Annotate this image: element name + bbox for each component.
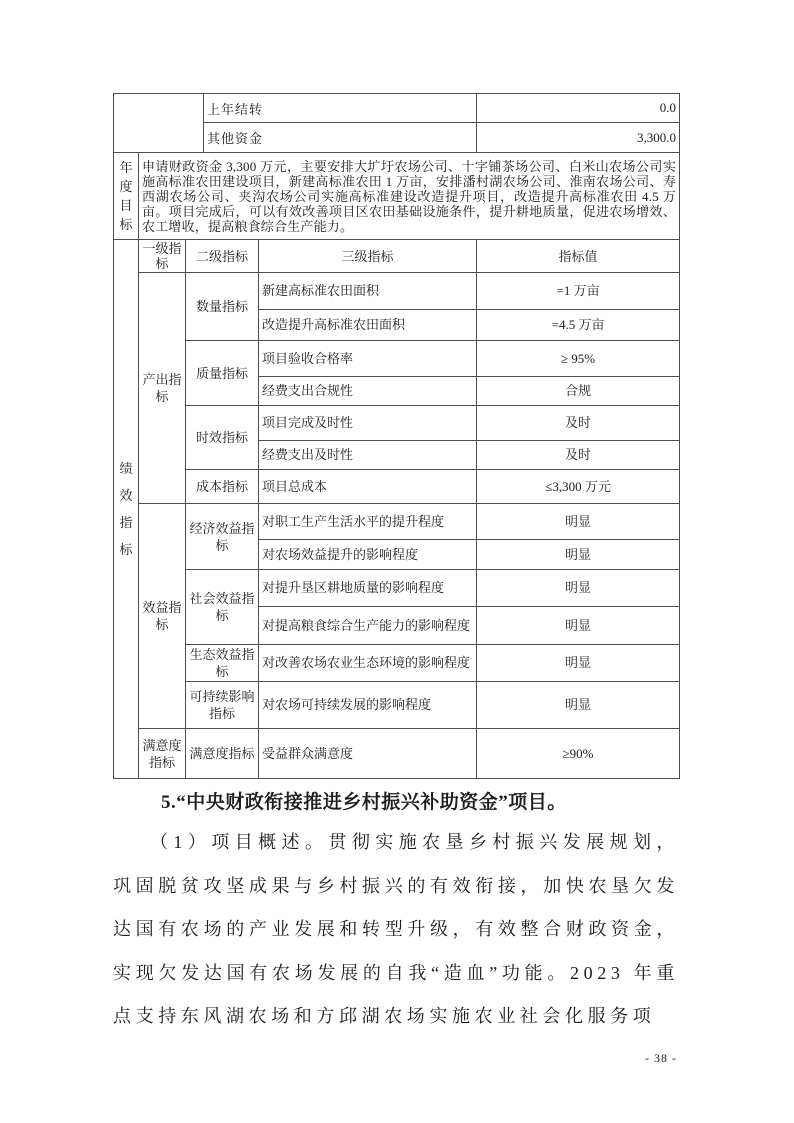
- indicator-value: 明显: [477, 540, 680, 570]
- table-row: [114, 645, 680, 682]
- level2-timeliness: 时效指标: [186, 406, 259, 470]
- table-row: [114, 153, 680, 240]
- indicator-value: ≤3,300 万元: [477, 470, 680, 504]
- level2-cost: 成本指标: [186, 470, 259, 504]
- indicator-value: 明显: [477, 682, 680, 729]
- indicator-name: 改造提升高标准农田面积: [259, 310, 477, 341]
- carryover-label: 上年结转: [204, 94, 477, 123]
- indicator-value: =4.5 万亩: [477, 310, 680, 341]
- section-heading: 5.“中央财政衔接推进乡村振兴补助资金”项目。: [161, 792, 567, 813]
- table-row: [114, 570, 680, 607]
- indicator-value: 及时: [477, 441, 680, 470]
- level2-ecological: 生态效益指标: [186, 645, 259, 682]
- table-row: [114, 240, 680, 273]
- table-row: [114, 682, 680, 729]
- indicator-name: 经费支出合规性: [259, 377, 477, 406]
- table-row: [114, 341, 680, 377]
- header-level2: 二级指标: [186, 240, 259, 273]
- indicator-value: 合规: [477, 377, 680, 406]
- other-funds-label: 其他资金: [204, 123, 477, 153]
- indicator-value: 明显: [477, 645, 680, 682]
- indicator-value: 及时: [477, 406, 680, 441]
- header-value: 指标值: [477, 240, 680, 273]
- level2-sustainable: 可持续影响指标: [186, 682, 259, 729]
- level2-quality: 质量指标: [186, 341, 259, 406]
- section-paragraph: （1）项目概述。贯彻实施农垦乡村振兴发展规划，巩固脱贫攻坚成果与乡村振兴的有效衔接，加快农垦欠发达国有农场的产业发展和转型升级，有效整合财政资金，实现欠发达国有农场发展的自我“造血”功能。2023 年重点支持东风湖农场和方邱湖农场实施农业社会化服务项: [113, 832, 679, 1026]
- indicator-name: 新建高标准农田面积: [259, 273, 477, 310]
- table-row: [114, 470, 680, 504]
- level2-social: 社会效益指标: [186, 570, 259, 645]
- indicator-name: 对提升垦区耕地质量的影响程度: [259, 570, 477, 607]
- indicator-name: 对改善农场农业生态环境的影响程度: [259, 645, 477, 682]
- level2-quantity: 数量指标: [186, 273, 259, 341]
- body-content: [113, 774, 679, 1066]
- indicator-name: 项目总成本: [259, 470, 477, 504]
- header-level1: 一级指标: [139, 240, 186, 273]
- annual-goal-text: 申请财政资金 3,300 万元，主要安排大圹圩农场公司、十字铺茶场公司、白米山农场公司实施高标准农田建设项目，新建高标准农田 1 万亩，安排潘村湖农场公司、淮南农场公司、寿西湖农场公司、夹沟农场公司实施高标准建设改造提升项目，改造提升高标准农田 4.5 万亩。项目完成后，可以有效改善项目区农田基础设施条件，提升耕地质量，促进农场增效、农工增收，提高粮食综合生产能力。: [139, 153, 680, 240]
- indicator-name: 对农场效益提升的影响程度: [259, 540, 477, 570]
- indicator-name: 对职工生产生活水平的提升程度: [259, 504, 477, 540]
- other-funds-value: 3,300.0: [477, 123, 680, 153]
- indicator-value: ≥ 95%: [477, 341, 680, 377]
- performance-section-label: 绩效指标: [114, 240, 139, 779]
- level1-benefit: 效益指标: [139, 504, 186, 729]
- indicator-value: =1 万亩: [477, 273, 680, 310]
- table-row: [114, 94, 680, 123]
- annual-goal-label: 年度目标: [114, 153, 139, 240]
- table-row: [114, 273, 680, 310]
- header-level3: 三级指标: [259, 240, 477, 273]
- table-row: [114, 406, 680, 441]
- indicator-value: ≥90%: [477, 729, 680, 779]
- indicator-value: 明显: [477, 570, 680, 607]
- level2-satisfaction: 满意度指标: [186, 729, 259, 779]
- indicator-value: 明显: [477, 504, 680, 540]
- indicator-name: 项目验收合格率: [259, 341, 477, 377]
- table-row: [114, 504, 680, 540]
- level1-satisfaction: 满意度指标: [139, 729, 186, 779]
- table-row: [114, 729, 680, 779]
- performance-indicator-table: [113, 93, 680, 779]
- indicator-name: 受益群众满意度: [259, 729, 477, 779]
- indicator-name: 项目完成及时性: [259, 406, 477, 441]
- empty-cell: [114, 94, 204, 153]
- indicator-name: 对农场可持续发展的影响程度: [259, 682, 477, 729]
- level1-output: 产出指标: [139, 273, 186, 504]
- level2-economic: 经济效益指标: [186, 504, 259, 570]
- indicator-name: 对提高粮食综合生产能力的影响程度: [259, 607, 477, 645]
- page-number: - 38 -: [645, 1050, 677, 1065]
- carryover-value: 0.0: [477, 94, 680, 123]
- indicator-name: 经费支出及时性: [259, 441, 477, 470]
- indicator-value: 明显: [477, 607, 680, 645]
